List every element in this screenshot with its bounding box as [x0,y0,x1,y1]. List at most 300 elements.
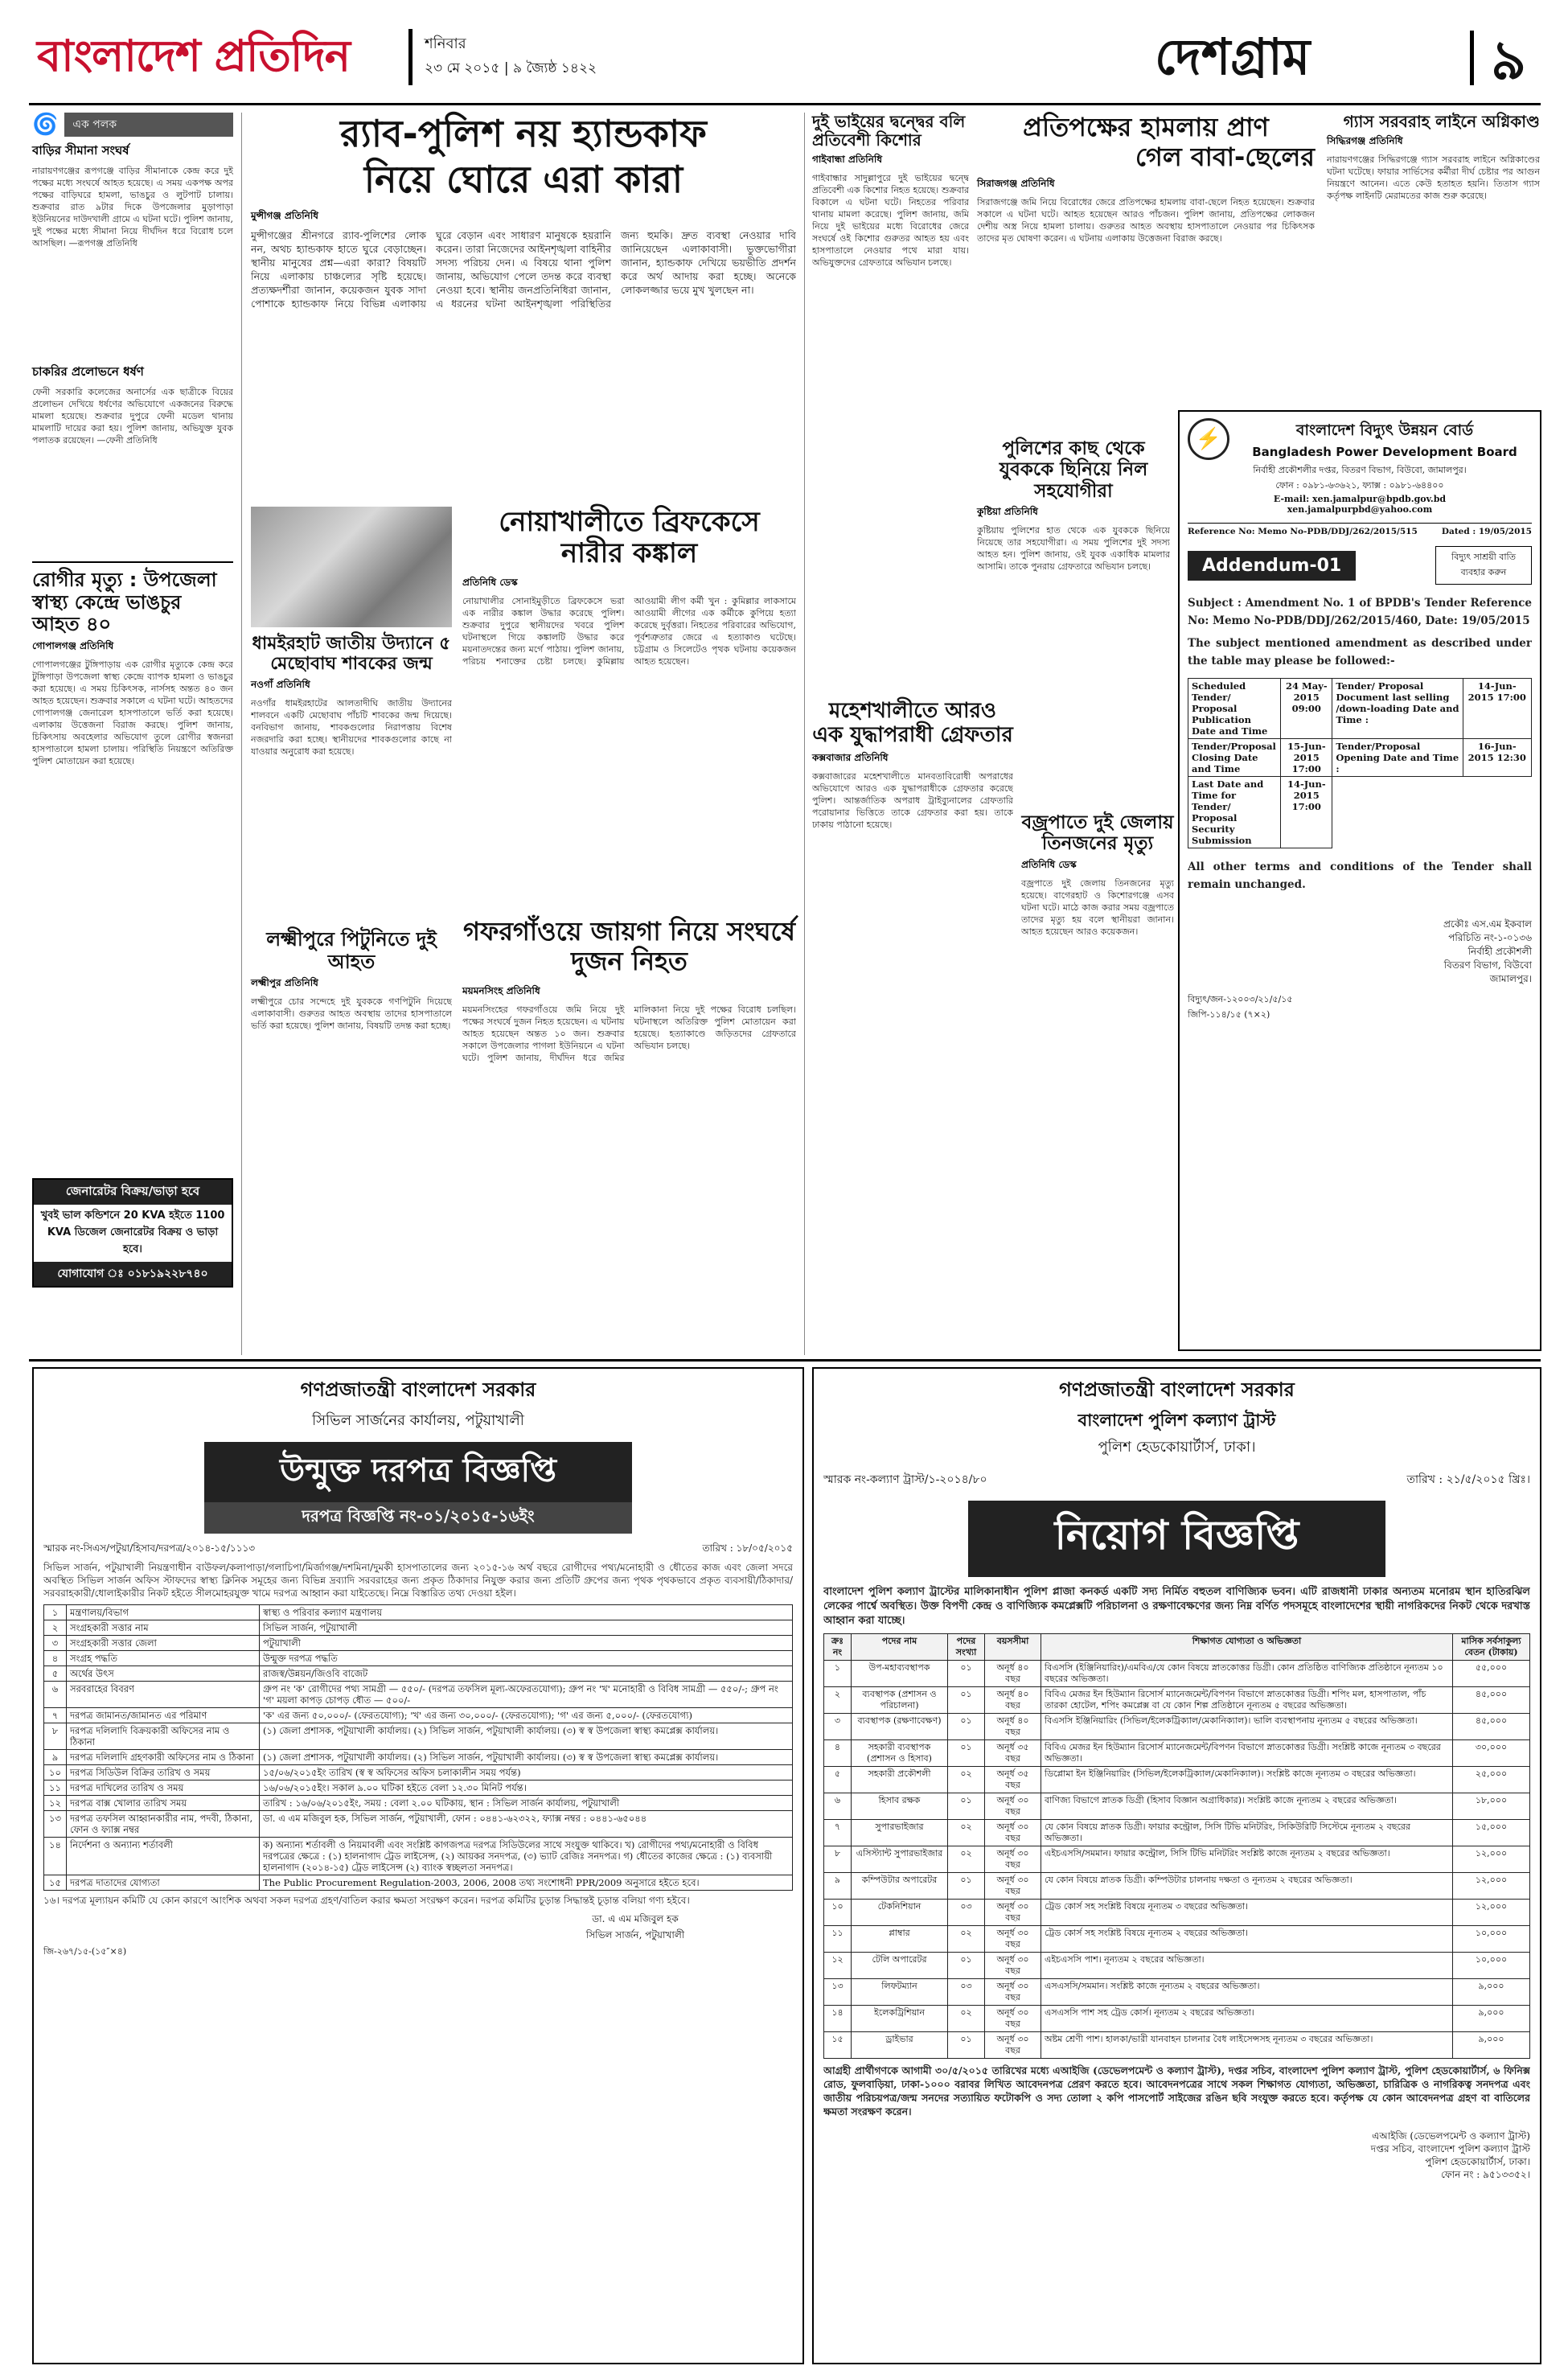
table-cell: ৫ [824,1767,852,1793]
table-cell: ২ [824,1687,852,1714]
attack-text: সিরাজগঞ্জে জমি নিয়ে বিরোধের জেরে প্রতিপক্ষের হামলায় বাবা-ছেলে নিহত হয়েছেন। শুক্রবার সকালে এ ঘটনা ঘটে। আহত হয়েছেন আরও পাঁচজন। পুলিশ জানায়, প্রতিপক্ষের লোকজন দেশীয় অস্ত্র নিয়ে হামলা চালায়। গুরুতর আহত অবস্থায় হাসপাতালে নেওয়ার পর চিকিৎসক তাদের মৃত ঘোষণা করেন। এ ঘটনায় এলাকায় উত্তেজনা বিরাজ করছে। [977,196,1315,244]
table-cell: ১ [44,1605,67,1620]
table-cell: ড্রাইভার [852,2032,948,2059]
lightning-headline: বজ্রপাতে দুই জেলায় তিনজনের মৃত্যু [1021,812,1174,855]
signer-name: প্রকৌঃ এস.এম ইকবাল [1443,918,1532,930]
table-row [1188,679,1532,739]
table-cell: স্বাস্থ্য ও পরিবার কল্যাণ মন্ত্রণালয় [260,1605,793,1620]
table-cell: ০১ [948,2032,985,2059]
cell: Last Date and Time for Tender/ Proposal Security Submission [1188,777,1281,848]
cell [1332,777,1463,848]
table-cell: ১০ [824,1900,852,1926]
cell: Tender/Proposal Closing Date and Time [1188,739,1281,777]
bpdb-email-1: E-mail: xen.jamalpur@bpdb.gov.bd [1273,494,1447,504]
table-cell: ডা. এ এম মজিবুল হক, সিভিল সার্জন, পটুয়াখালী, ফোন : ০৪৪১-৬২৩২২, ফ্যাক্স নম্বর : ০৪৪১-৬৫০৪৪ [260,1811,793,1838]
table-cell: ৬ [824,1793,852,1820]
table-cell: ৫ [44,1666,67,1682]
lightning-byline: প্রতিনিধি ডেস্ক [1021,858,1077,870]
table-cell: প্লাম্বার [852,1926,948,1953]
civil-sub: দরপত্র বিজ্ঞপ্তি নং-০১/২০১৫-১৬ইং [204,1502,632,1534]
table-cell: অনূর্ধ ৩০ বছর [985,2032,1041,2059]
table-row [44,1765,793,1780]
table-cell: ১৩ [824,1979,852,2006]
bpdb-phone: ফোন : ০৯৮১-৬৩৬২১, ফ্যাক্স : ০৯৮১-৬৪৪০০ [1275,480,1444,491]
table-cell: ২ [44,1620,67,1636]
table-cell: এসএসসি পাশ সহ ট্রেড কোর্স। নূন্যতম ২ বছরের অভিজ্ঞতা। [1041,2006,1453,2032]
table-cell: সংগ্রহ পদ্ধতি [67,1651,260,1666]
civil-title: উন্মুক্ত দরপত্র বিজ্ঞপ্তি [204,1442,632,1502]
bpdb-signature [1188,918,1532,986]
table-cell: অনূর্ধ ৩০ বছর [985,1873,1041,1900]
table-cell: এসিস্ট্যান্ট সুপারভাইজার [852,1846,948,1873]
police-title: নিয়োগ বিজ্ঞপ্তি [968,1501,1385,1577]
gafargaon-story [462,917,796,1351]
cell: Scheduled Tender/ Proposal Publication Date and Time [1188,679,1281,739]
custody-story [977,438,1170,808]
table-cell: ০২ [948,1926,985,1953]
gas-headline: গ্যাস সরবরাহ লাইনে অগ্নিকাণ্ড [1343,112,1540,131]
table-cell: ৪৫,০০০ [1453,1687,1530,1714]
table-cell: অষ্টম শ্রেণী পাশ। হালকা/ভারী যানবাহন চালনার বৈধ লাইসেন্সসহ নূন্যতম ৩ বছরের অভিজ্ঞতা। [1041,2032,1453,2059]
noakhali-text: নোয়াখালীর সোনাইমুড়ীতে ব্রিফকেসে ভরা এক নারীর কঙ্কাল উদ্ধার করেছে পুলিশ। শুক্রবার দুপুরে স্থানীয়দের খবরে পুলিশ ঘটনাস্থলে গিয়ে কঙ্কালটি উদ্ধার করে ময়নাতদন্তের জন্য মর্গে পাঠায়। পুলিশ জানায়, পরিচয় শনাক্তের চেষ্টা চলছে। কুমিল্লায় আওয়ামী লীগ কর্মী খুন : কুমিল্লার লাকসামে আওয়ামী লীগের এক কর্মীকে কুপিয়ে হত্যা করেছে দুর্বৃত্তরা। নিহতের পরিবারের অভিযোগ, পূর্বশত্রুতার জেরে এ হত্যাকাণ্ড ঘটেছে। চট্টগ্রাম ও সিলেটেও পৃথক ঘটনায় কয়েকজন আহত হয়েছেন। [462,596,796,667]
gas-byline: সিদ্ধিরগঞ্জ প্রতিনিধি [1327,135,1403,146]
bpdb-subject: Subject : Amendment No. 1 of BPDB's Tender Reference No: Memo No-PDB/DDJ/262/2015/460, Date: 19/05/2015 [1188,597,1532,627]
section-rule [29,1359,1541,1362]
table-row [824,1873,1530,1900]
table-cell: ৭ [824,1820,852,1846]
table-cell: অনূর্ধ ৩০ বছর [985,1953,1041,1979]
brothers-text: গাইবান্ধার সাদুল্লাপুরে দুই ভাইয়ের দ্বন্দ্বে প্রতিবেশী এক কিশোর নিহত হয়েছে। শুক্রবার বিকালে এ ঘটনা ঘটে। নিহতের পরিবার থানায় মামলা করেছে। পুলিশ জানায়, জমি নিয়ে দুই ভাইয়ের মধ্যে বিরোধের জেরে সংঘর্ষে ওই কিশোর গুরুতর আহত হয় এবং হাসপাতালে নেওয়ার পথে মারা যায়। অভিযুক্তদের গ্রেফতারে অভিযান চলছে। [812,173,969,268]
cell: 16-Jun-2015 12:30 [1463,739,1531,777]
war-criminal-headline: মহেশখালীতে আরও এক যুদ্ধাপরাধী গ্রেফতার [812,699,1013,747]
table-cell: মন্ত্রণালয়/বিভাগ [67,1605,260,1620]
table-header: পদের সংখ্যা [948,1634,985,1661]
civil-signature [478,1912,793,1945]
lightning-text: বজ্রপাতে দুই জেলায় তিনজনের মৃত্যু হয়েছে। বাগেরহাট ও কিশোরগঞ্জে এসব ঘটনা ঘটে। মাঠে কাজ করার সময় বজ্রপাতে তাদের মৃত্যু হয় বলে স্থানীয়রা জানান। আহত হয়েছেন আরও কয়েকজন। [1021,877,1174,937]
table-cell: (১) জেলা প্রশাসক, পটুয়াখালী কার্যালয়। (২) সিভিল সার্জন, পটুয়াখালী কার্যালয়। (৩) স্ব স্ব উপজেলা স্বাস্থ্য কমপ্লেক্স কার্যালয়। [260,1723,793,1750]
table-cell: ৬ [44,1682,67,1708]
table-cell: অনূর্ধ ৩৫ বছর [985,1767,1041,1793]
table-row [44,1811,793,1838]
signer-title: নির্বাহী প্রকৌশলী [1467,946,1532,957]
noakhali-byline: প্রতিনিধি ডেস্ক [462,577,518,589]
table-row [824,1687,1530,1714]
brief-title: চাকরির প্রলোভনে ধর্ষণ [32,364,144,379]
table-cell: এইচএসসি/সমমান। ফায়ার কন্ট্রোল, সিসি টিভি মনিটরিং সংশ্লিষ্ট কাজে নূন্যতম ২ বছরের অভিজ্ঞতা। [1041,1846,1453,1873]
police-gov: গণপ্রজাতন্ত্রী বাংলাদেশ সরকার [1059,1378,1295,1401]
table-cell: ৪ [824,1740,852,1767]
police-table [823,1633,1530,2059]
addendum-label: Addendum-01 [1188,551,1356,581]
table-cell: সুপারভাইজার [852,1820,948,1846]
custody-headline: পুলিশের কাছ থেকে যুবককে ছিনিয়ে নিল সহযোগীরা [999,438,1148,502]
mecho-bagh-photo [251,507,452,627]
table-cell: অনূর্ধ ৪০ বছর [985,1714,1041,1740]
table-cell: দরপত্র জামানত/জামানত এর পরিমাণ [67,1708,260,1723]
table-cell: ট্রেড কোর্স সহ সংশ্লিষ্ট বিষয়ে নূন্যতম ২ বছরের অভিজ্ঞতা। [1041,1926,1453,1953]
cell: Tender/ Proposal Document last selling /down-loading Date and Time : [1332,679,1463,739]
table-cell: সহকারী প্রকৌশলী [852,1767,948,1793]
brothers-story [812,113,969,692]
table-cell: দরপত্র দাখিলের তারিখ ও সময় [67,1780,260,1796]
table-cell: অনূর্ধ ৩০ বছর [985,1900,1041,1926]
brief-item [32,142,233,358]
table-cell: ১৫,০০০ [1453,1820,1530,1846]
rab-byline: মুন্সীগঞ্জ প্রতিনিধি [251,209,318,221]
story-byline: গোপালগঞ্জ প্রতিনিধি [32,639,114,651]
civil-memo: স্মারক নং-সিএস/পটুয়া/হিসাব/দরপত্র/২০১৪-১৫/১১১৩ [43,1542,256,1554]
civil-office: সিভিল সার্জনের কার্যালয়, পটুয়াখালী [312,1412,524,1429]
column-rule [804,113,805,1355]
table-cell: ডিপ্লোমা ইন ইঞ্জিনিয়ারিং (সিভিল/ইলেকট্রিক্যাল/মেকানিক্যাল)। সংশ্লিষ্ট কাজে নূন্যতম ৩ বছরের অভিজ্ঞতা। [1041,1767,1453,1793]
cell: 24 May-2015 09:00 [1281,679,1332,739]
table-cell: অনূর্ধ ৪০ বছর [985,1687,1041,1714]
table-cell: দরপত্র বাক্স খোলার তারিখ সময় [67,1796,260,1811]
table-cell: অনূর্ধ ৩৫ বছর [985,1740,1041,1767]
table-row [824,2032,1530,2059]
ad-contact: যোগাযোগ ঃ ০১৮১৯২২৮৭৪০ [34,1262,232,1286]
bpdb-ref: Reference No: Memo No-PDB/DDJ/262/2015/515 [1188,527,1418,536]
gafargaon-text: ময়মনসিংহের গফরগাঁওয়ে জমি নিয়ে দুই পক্ষের সংঘর্ষে দুজন নিহত হয়েছেন। এ ঘটনায় আহত হয়েছেন অন্তত ১০ জন। শুক্রবার সকালে উপজেলার পাগলা ইউনিয়নে এ ঘটনা ঘটে। পুলিশ জানায়, দীর্ঘদিন ধরে জমির মালিকানা নিয়ে দুই পক্ষের বিরোধ চলছিল। ঘটনাস্থলে অতিরিক্ত পুলিশ মোতায়েন করা হয়েছে। হত্যাকাণ্ডে জড়িতদের গ্রেফতারে অভিযান চলছে। [462,1004,796,1063]
cell: 15-Jun-2015 17:00 [1281,739,1332,777]
civil-gov: গণপ্রজাতন্ত্রী বাংলাদেশ সরকার [300,1378,536,1401]
table-cell: উপ-মহাব্যবস্থাপক [852,1661,948,1687]
ad-title: জেনারেটর বিক্রয়/ভাড়া হবে [34,1180,232,1205]
bpdb-table [1188,678,1532,848]
table-cell: সরবরাহের বিবরণ [67,1682,260,1708]
table-cell: লিফটম্যান [852,1979,948,2006]
table-cell: ০১ [948,1953,985,1979]
table-row [44,1875,793,1891]
table-cell: ০১ [948,1661,985,1687]
table-cell: দরপত্র তফসিল আহ্বানকারীর নাম, পদবী, ঠিকানা, ফোন ও ফ্যাক্স নম্বর [67,1811,260,1838]
table-row [824,1926,1530,1953]
left-column [32,113,233,1355]
brief-text: ফেনী সরকারি কলেজের অনার্সের এক ছাত্রীকে বিয়ের প্রলোভন দেখিয়ে ধর্ষণের অভিযোগে একজনের বিরুদ্ধে মামলা হয়েছে। শুক্রবার দুপুরে ফেনী মডেল থানায় মামলাটি দায়ের করা হয়। পুলিশ জানায়, অভিযুক্ত যুবক পলাতক রয়েছেন। —ফেনী প্রতিনিধি [32,387,233,446]
table-row [44,1780,793,1796]
table-cell: 'ক' এর জন্য ৫০,০০০/- (ফেরতযোগ্য); 'খ' এর জন্য ৩০,০০০/- (ফেরতযোগ্য); 'গ' এর জন্য ৫,০০০/- (ফেরতযোগ্য) [260,1708,793,1723]
table-row [44,1796,793,1811]
bpdb-footer: All other terms and conditions of the Tender shall remain unchanged. [1188,860,1532,891]
table-row [1188,777,1532,848]
table-cell: ৩০,০০০ [1453,1740,1530,1767]
table-cell: ১১ [44,1780,67,1796]
table-cell: সিভিল সার্জন, পটুয়াখালী [260,1620,793,1636]
table-row [824,1953,1530,1979]
table-cell: সহকারী ব্যবস্থাপক (প্রশাসন ও হিসাব) [852,1740,948,1767]
gas-story [1327,113,1540,402]
table-cell: বিবিএ মেজর ইন হিউম্যান রিসোর্স ম্যানেজমেন্ট/বিপণন বিভাগে স্নাতকোত্তর ডিগ্রী। সংশ্লিষ্ট কাজে নূন্যতম ৩ বছরের অভিজ্ঞতা। [1041,1740,1453,1767]
table-cell: অনূর্ধ ৩০ বছর [985,1820,1041,1846]
deer-text: নওগাঁর ধামইরহাটের আলতাদীঘি জাতীয় উদ্যানের শালবনে একটি মেছোবাঘ পাঁচটি শাবকের জন্ম দিয়েছে। বনবিভাগ জানায়, শাবকগুলোর নিরাপত্তায় বিশেষ নজরদারি করা হচ্ছে। স্থানীয়দের শাবকগুলোর কাছে না যাওয়ার অনুরোধ করা হয়েছে। [251,697,452,757]
attack-headline-1: প্রতিপক্ষের হামলায় প্রাণ [1023,112,1269,142]
table-cell: ৩ [44,1636,67,1651]
table-cell: অনূর্ধ ৩০ বছর [985,1926,1041,1953]
section-title: দেশগ্রাম [1155,27,1311,86]
table-cell: ১০ [44,1765,67,1780]
story-text: গোপালগঞ্জের টুঙ্গিপাড়ায় এক রোগীর মৃত্যুকে কেন্দ্র করে টুঙ্গিপাড়া উপজেলা স্বাস্থ্য কেন্দ্রে ব্যাপক হামলা ও ভাঙচুর করা হয়েছে। এ সময় চিকিৎসক, নার্সসহ অন্তত ৪০ জন আহত হয়েছেন। শুক্রবার সকালে এ ঘটনা ঘটে। আহতদের গোপালগঞ্জ জেনারেল হাসপাতালে ভর্তি করা হয়েছে। এলাকায় উত্তেজনা বিরাজ করছে। পুলিশ জানায়, চিকিৎসায় অবহেলার অভিযোগ তুলে রোগীর স্বজনরা হাসপাতালে হামলা চালায়। পরিস্থিতি নিয়ন্ত্রণে অতিরিক্ত পুলিশ মোতায়েন করা হয়েছে। [32,659,233,766]
table-cell: ০২ [948,1820,985,1846]
table-cell: ৯,০০০ [1453,2006,1530,2032]
table-cell: ১২,০০০ [1453,1873,1530,1900]
table-cell: ট্রেড কোর্স সহ সংশ্লিষ্ট বিষয়ে নূন্যতম ৩ বছরের অভিজ্ঞতা। [1041,1900,1453,1926]
police-date: তারিখ : ২১/৫/২০১৫ খ্রিঃ। [1406,1473,1530,1486]
bpdb-mentioned: The subject mentioned amendment as described under the table may please be followed:- [1188,637,1532,667]
table-row [824,1661,1530,1687]
noakhali-headline: নোয়াখালীতে ব্রিফকেসে নারীর কঙ্কাল [499,506,760,570]
war-criminal-byline: কক্সবাজার প্রতিনিধি [812,751,889,763]
table-cell: পটুয়াখালী [260,1636,793,1651]
table-cell: ৯ [44,1750,67,1765]
table-cell: এইচএসসি পাশ। নূন্যতম ২ বছরের অভিজ্ঞতা। [1041,1953,1453,1979]
table-cell: ০১ [948,1740,985,1767]
table-cell: ১৪ [44,1838,67,1875]
table-header: ক্রঃ নং [824,1634,852,1661]
noakhali-story [462,507,796,909]
police-intro: বাংলাদেশ পুলিশ কল্যাণ ট্রাস্টের মালিকানাধীন পুলিশ প্লাজা কনকর্ড একটি সদ্য নির্মিত বহুতল বাণিজ্যিক ভবন। এটি রাজধানী ঢাকার অন্যতম মনোরম স্থান হাতিরঝিল লেকের পার্শ্বে অবস্থিত। উক্ত বিপণী কেন্দ্র ও বাণিজ্যিক কমপ্লেক্সটি পরিচালনা ও রক্ষণাবেক্ষণের জন্য নিম্ন বর্ণিত পদসমূহে বাংলাদেশের স্থায়ী নাগরিকদের নিকট থেকে দরখাস্ত আহ্বান করা যাচ্ছে। [823,1586,1530,1627]
table-cell: ১৮,০০০ [1453,1793,1530,1820]
energy-slogan: বিদ্যুৎ সাশ্রয়ী বাতি ব্যবহার করুন [1435,546,1532,585]
table-cell: ইলেকট্রিশিয়ান [852,2006,948,2032]
table-row [44,1666,793,1682]
table-cell: ৯,০০০ [1453,2032,1530,2059]
table-cell: ০২ [948,1767,985,1793]
signer-place: জামালপুর। [1489,973,1532,984]
table-cell: দরপত্র দলিলাদি গ্রহণকারী অফিসের নাম ও ঠিকানা [67,1750,260,1765]
bpdb-logo-icon: ⚡ [1188,418,1229,460]
gafargaon-headline: গফরগাঁওয়ে জায়গা নিয়ে সংঘর্ষে দুজন নিহত [462,916,796,976]
table-cell: ১২ [824,1953,852,1979]
table-cell: সংগ্রহকারী সত্তার নাম [67,1620,260,1636]
table-header: বয়সসীমা [985,1634,1041,1661]
table-cell: ১২,০০০ [1453,1900,1530,1926]
table-cell: হিসাব রক্ষক [852,1793,948,1820]
table-row [824,1714,1530,1740]
table-cell: ২৫,০০০ [1453,1767,1530,1793]
table-cell: টেলি অপারেটর [852,1953,948,1979]
table-cell: The Public Procurement Regulation-2003, 2006, 2008 তথ্য সংশোধনী PPR/2009 অনুসারে হইতে হবে। [260,1875,793,1891]
table-cell: দরপত্র দলিলাদি বিক্রয়কারী অফিসের নাম ও ঠিকানা [67,1723,260,1750]
brief-title: বাড়ির সীমানা সংঘর্ষ [32,143,129,158]
table-cell: ১০,০০০ [1453,1926,1530,1953]
table-cell: ১২ [44,1796,67,1811]
deer-caption: ধামইরহাট জাতীয় উদ্যানে ৫ মেছোবাঘ শাবকের জন্ম [252,634,451,675]
cell [1463,777,1531,848]
bpdb-tender-ad [1178,410,1541,1351]
table-cell: কম্পিউটার অপারেটর [852,1873,948,1900]
gas-text: নারায়ণগঞ্জের সিদ্ধিরগঞ্জে গ্যাস সরবরাহ লাইনে অগ্নিকাণ্ডের ঘটনা ঘটেছে। ফায়ার সার্ভিসের কর্মীরা দীর্ঘ চেষ্টার পর আগুন নিয়ন্ত্রণে আনেন। এতে কেউ হতাহত হয়নি। তিতাস গ্যাস কর্তৃপক্ষ লাইনটি মেরামতের কাজ শুরু করেছে। [1327,154,1540,201]
table-cell: নির্দেশনা ও অন্যান্য শর্তাবলী [67,1838,260,1875]
table-cell: অনূর্ধ ৩০ বছর [985,1793,1041,1820]
table-header: পদের নাম [852,1634,948,1661]
brothers-byline: গাইবান্ধা প্রতিনিধি [812,154,883,165]
rab-headline-1: র‌্যাব-পুলিশ নয় হ্যান্ডকাফ [340,112,707,155]
table-row [44,1620,793,1636]
newspaper-logo: বাংলাদেশ প্রতিদিন [37,31,350,81]
civil-date: তারিখ : ১৮/০৫/২০১৫ [702,1542,793,1554]
signer-title: সিভিল সার্জন, পটুয়াখালী [585,1929,685,1941]
ek-polok-tag [32,113,233,137]
table-header: মাসিক সর্বসাকুল্য বেতন (টাকায়) [1453,1634,1530,1661]
civil-intro: সিভিল সার্জন, পটুয়াখালী নিয়ন্ত্রণাধীন বাউফল/কলাপাড়া/গলাচিপা/মির্জাগঞ্জ/দশমিনা/দুমকী হাসপাতালের জন্য ২০১৫-১৬ অর্থ বছরে রোগীদের পথ্য/মনোহারী ও ধৌতের কাজ এবং জেলা সদরে অবস্থিত সিভিল সার্জন অফিস স্টাফদের স্বাস্থ্য ক্লিনিক সমূহের জন্য বিভিন্ন দ্রব্যাদি সরবরাহের জন্য প্রকৃত ঠিকাদার নিযুক্ত করার জন্য প্রতিটি গ্রুপের জন্য পৃথক পৃথকভাবে প্রকৃত ব্যবসায়ী/ঠিকাদার/সরবরাহকারী/ধোলাইকারীর নিকট হইতে সীলমোহরযুক্ত খামে দরপত্র আহ্বান করা যাইতেছে। নিম্নে বিস্তারিত তথ্য দেওয়া হইল। [43,1562,793,1599]
table-row [1188,739,1532,777]
table-cell: তারিখ : ১৬/০৬/২০১৫ইং, সময় : বেলা ২.০০ ঘটিকায়, স্থান : সিভিল সার্জন কার্যালয়, পটুয়াখালী [260,1796,793,1811]
table-cell: ১৫ [824,2032,852,2059]
table-cell: যে কোন বিষয়ে স্নাতক ডিগ্রী। ফায়ার কন্ট্রোল, সিসি টিভি মনিটরিং, সিকিউরিটি সিস্টেমে নূন্যতম ২ বছরের অভিজ্ঞতা। [1041,1820,1453,1846]
table-cell: অনূর্ধ ৩০ বছর [985,2006,1041,2032]
masthead-rule [29,103,1541,105]
police-memo: স্মারক নং-কল্যাণ ট্রাস্ট/১-২০১৪/৮০ [823,1473,987,1486]
table-cell: এসএসসি/সমমান। সংশ্লিষ্ট কাজে নূন্যতম ২ বছরের অভিজ্ঞতা। [1041,1979,1453,2006]
deer-story [251,507,452,925]
table-row [44,1636,793,1651]
table-cell: ০৩ [948,1900,985,1926]
column-rule [241,113,242,1355]
table-cell: ১৫ [44,1875,67,1891]
lakshmipur-story [251,929,452,1347]
table-cell: ১০,০০০ [1453,1953,1530,1979]
table-cell: ১২,০০০ [1453,1846,1530,1873]
table-row [824,1979,1530,2006]
signer-office: বিতরণ বিভাগ, বিউবো [1443,959,1532,971]
brief-item [32,363,233,555]
table-header: শিক্ষাগত যোগ্যতা ও অভিজ্ঞতা [1041,1634,1453,1661]
table-cell: ৭ [44,1708,67,1723]
table-cell: ১৩ [44,1811,67,1838]
attack-byline: সিরাজগঞ্জ প্রতিনিধি [977,177,1055,189]
bpdb-email-2: xen.jamalpurpbd@yahoo.com [1287,504,1433,515]
table-cell: ০১ [948,1793,985,1820]
lightning-story [1021,812,1174,1351]
brothers-headline: দুই ভাইয়ের দ্বন্দ্বের বলি প্রতিবেশী কিশোর [812,112,966,150]
cell: 14-Jun-2015 17:00 [1281,777,1332,848]
table-cell: যে কোন বিষয়ে স্নাতক ডিগ্রী। কম্পিউটার চালনায় দক্ষতা ও নূন্যতম ২ বছরের অভিজ্ঞতা। [1041,1873,1453,1900]
page-number: ৯ [1491,29,1527,92]
table-cell: ১৫/০৬/২০১৫ইং তারিখ (স্ব স্ব অফিসের অফিস চলাকালীন সময় পর্যন্ত) [260,1765,793,1780]
table-row [44,1750,793,1765]
table-cell: দরপত্র দাতাদের যোগ্যতা [67,1875,260,1891]
cell: Tender/Proposal Opening Date and Time : [1332,739,1463,777]
civil-note: ১৬। দরপত্র মূল্যায়ন কমিটি যে কোন কারণে আংশিক অথবা সকল দরপত্র গ্রহণ/বাতিল করার ক্ষমতা সংরক্ষণ করেন। দরপত্র কমিটির চূড়ান্ত সিদ্ধান্তই চূড়ান্ত বলিয়া গণ্য হইবে। [43,1895,690,1906]
table-cell: ০২ [948,2006,985,2032]
rab-headline-2: নিয়ে ঘোরে এরা কারা [363,157,683,201]
custody-text: কুষ্টিয়ায় পুলিশের হাত থেকে এক যুবককে ছিনিয়ে নিয়েছে তার সহযোগীরা। এ সময় পুলিশের দুই সদস্য আহত হন। পুলিশ জানায়, ওই যুবক একাধিক মামলার আসামি। তাকে পুনরায় গ্রেফতারে অভিযান চলছে। [977,525,1170,573]
table-row [824,1900,1530,1926]
table-cell: ০১ [948,1714,985,1740]
police-signature [823,2130,1530,2181]
signer-title: এআইজি (ডেভেলপমেন্ট ও কল্যাণ ট্রাস্ট) [1372,2130,1530,2142]
police-footer: আগ্রহী প্রার্থীগণকে আগামী ৩০/৫/২০১৫ তারিখের মধ্যে এআইজি (ডেভেলপমেন্ট ও কল্যাণ ট্রাস্ট), দপ্তর সচিব, বাংলাদেশ পুলিশ কল্যাণ ট্রাস্ট, পুলিশ হেডকোয়ার্টার্স, ৬ ফিনিক্স রোড, ফুলবাড়িয়া, ঢাকা-১০০০ বরাবর লিখিত আবেদনপত্র প্রেরণ করতে হবে। আবেদনপত্রের সাথে সকল শিক্ষাগত যোগ্যতা, অভিজ্ঞতা, চারিত্রিক ও নাগরিকত্ব সনদপত্র এবং জাতীয় পরিচয়পত্র/জন্ম সনদের সত্যায়িত ফটোকপি ও সদ্য তোলা ২ কপি পাসপোর্ট সাইজের রঙিন ছবি সংযুক্ত করতে হবে। কর্তৃপক্ষ যে কোন আবেদনপত্র গ্রহণ বা বাতিলের ক্ষমতা সংরক্ষণ করেন। [823,2064,1530,2117]
section-divider [1470,31,1474,85]
table-cell: ০৩ [948,1979,985,2006]
bpdb-name-en: Bangladesh Power Development Board [1252,445,1517,459]
table-cell: ৯,০০০ [1453,1979,1530,2006]
table-cell: বিএসসি (ইঞ্জিনিয়ারিং)/এমবিএ/যে কোন বিষয়ে স্নাতকোত্তর ডিগ্রী। কোন প্রতিষ্ঠিত বাণিজ্যিক প্রতিষ্ঠানে নূন্যতম ১০ বছরের অভিজ্ঞতা। [1041,1661,1453,1687]
issue-date: ২৩ মে ২০১৫ | ৯ জ্যৈষ্ঠ ১৪২২ [425,60,597,76]
bpdb-dated: Dated : 19/05/2015 [1441,527,1532,536]
bpdb-code: বিদ্যুৎ/জন-১২০০৩/২১/৫/১৫ জিপি-১১৪/১৫ (৭×২) [1188,994,1293,1020]
ad-body: খুবই ভাল কন্ডিশনে 20 KVA হইতে 1100 KVA ডিজেল জেনারেটর বিক্রয় ও ভাড়া হবে। [40,1209,225,1255]
police-hq: পুলিশ হেডকোয়ার্টার্স, ঢাকা। [1098,1439,1256,1456]
table-cell: ব্যবস্থাপক (রক্ষণাবেক্ষণ) [852,1714,948,1740]
masthead-divider [408,29,413,85]
table-cell: ৯ [824,1873,852,1900]
table-cell: ১৪ [824,2006,852,2032]
table-cell: ৩ [824,1714,852,1740]
spiral-icon: 🌀 [32,113,59,137]
civil-code: জি-২৬৭/১৫-(১৫″×৪) [43,1946,127,1957]
table-cell: বাণিজ্য বিভাগে স্নাতক ডিগ্রী (হিসাব বিজ্ঞান অগ্রাধিকার)। সংশ্লিষ্ট কাজে নূন্যতম ২ বছরের অভিজ্ঞতা। [1041,1793,1453,1820]
generator-ad [32,1178,233,1288]
table-cell: ০১ [948,1687,985,1714]
signer-name: ডা. এ এম মজিবুল হক [592,1913,679,1924]
table-cell: উন্মুক্ত দরপত্র পদ্ধতি [260,1651,793,1666]
signer-office: দপ্তর সচিব, বাংলাদেশ পুলিশ কল্যাণ ট্রাস্ট [1370,2143,1530,2154]
table-cell: টেকনিশিয়ান [852,1900,948,1926]
war-criminal-text: কক্সবাজারের মহেশখালীতে মানবতাবিরোধী অপরাধের অভিযোগে আরও এক যুদ্ধাপরাধীকে গ্রেফতার করেছে পুলিশ। আন্তর্জাতিক অপরাধ ট্রাইব্যুনালের গ্রেফতারি পরোয়ানার ভিত্তিতে তাকে গ্রেফতার করা হয়। তাকে ঢাকায় পাঠানো হয়েছে। [812,770,1013,830]
police-trust: বাংলাদেশ পুলিশ কল্যাণ ট্রাস্ট [1077,1411,1276,1430]
table-header-row [824,1634,1530,1661]
table-row [44,1651,793,1666]
table-cell: অর্থের উৎস [67,1666,260,1682]
bpdb-name-bn: বাংলাদেশ বিদ্যুৎ উন্নয়ন বোর্ড [1295,421,1474,439]
signer-place: পুলিশ হেডকোয়ার্টার্স, ঢাকা। [1425,2156,1530,2167]
civil-table [43,1604,793,1891]
table-cell: ৫৫,০০০ [1453,1661,1530,1687]
police-recruitment [812,1367,1541,2364]
table-row [44,1682,793,1708]
table-cell: দরপত্র সিডিউল বিক্রির তারিখ ও সময় [67,1765,260,1780]
table-cell: ৪৫,০০০ [1453,1714,1530,1740]
cell: 14-Jun-2015 17:00 [1463,679,1531,739]
deer-byline: নওগাঁ প্রতিনিধি [251,678,310,690]
table-cell: রাজস্ব/উন্নয়ন/জিওবি বাজেট [260,1666,793,1682]
divider [32,561,233,563]
table-row [44,1708,793,1723]
custody-byline: কুষ্টিয়া প্রতিনিধি [977,506,1038,518]
table-cell: অনূর্ধ ৩০ বছর [985,1846,1041,1873]
table-row [44,1723,793,1750]
lakshmipur-byline: লক্ষ্মীপুর প্রতিনিধি [251,977,318,989]
table-row [824,1846,1530,1873]
table-cell: (১) জেলা প্রশাসক, পটুয়াখালী কার্যালয়। (২) সিভিল সার্জন, পটুয়াখালী কার্যালয়। (৩) স্ব স্ব উপজেলা স্বাস্থ্য কমপ্লেক্স কার্যালয়। [260,1750,793,1765]
table-row [824,1740,1530,1767]
attack-headline-2: গেল বাবা-ছেলের [1135,141,1315,172]
rab-text: মুন্সীগঞ্জের শ্রীনগরে র‌্যাব-পুলিশের লোক নন, অথচ হ্যান্ডকাফ হাতে ঘুরে বেড়াচ্ছেন। স্থানীয় মানুষের প্রশ্ন—এরা কারা? বিষয়টি নিয়ে এলাকায় চাঞ্চল্যের সৃষ্টি হয়েছে। প্রত্যক্ষদর্শীরা জানান, কয়েকজন যুবক সাদা পোশাকে হ্যান্ডকাফ নিয়ে বিভিন্ন এলাকায় ঘুরে বেড়ান এবং সাধারণ মানুষকে হয়রানি করেন। তারা নিজেদের আইনশৃঙ্খলা বাহিনীর সদস্য পরিচয় দেন। এ বিষয়ে থানা পুলিশ জানায়, অভিযোগ পেলে তদন্ত করে ব্যবস্থা নেওয়া হবে। স্থানীয় জনপ্রতিনিধিরা জানান, এ ধরনের ঘটনা আইনশৃঙ্খলা পরিস্থিতির জন্য হুমকি। দ্রুত ব্যবস্থা নেওয়ার দাবি জানিয়েছেন এলাকাবাসী। ভুক্তভোগীরা জানান, হ্যান্ডকাফ দেখিয়ে ভয়ভীতি প্রদর্শন করে অর্থ আদায় করা হচ্ছে। অনেকে লোকলজ্জার ভয়ে মুখ খুলছেন না। [251,228,796,310]
table-row [824,1820,1530,1846]
table-cell: ০২ [948,1846,985,1873]
table-cell: ক) অন্যান্য শর্তাবলী ও নিয়মাবলী এবং সংশ্লিষ্ট কাগজপত্র দরপত্র সিডিউলের সাথে সংযুক্ত থাকিবে। খ) রোগীদের পথ্য/মনোহারী ও বিবিধ দরপত্রের ক্ষেত্রে : (১) হালনাগাদ ট্রেড লাইসেন্স, (২) আয়কর সনদপত্র, (৩) ভ্যাট রেজিঃ সনদপত্র। গ) ধৌতের কাজের ক্ষেত্রে : (১) ব্যবসায়ী হালনাগাদ (২০১৪-১৫) ট্রেড লাইসেন্স (২) ব্যাংক স্বচ্ছলতা সনদপত্র। [260,1838,793,1875]
table-cell: অনূর্ধ ৪০ বছর [985,1661,1041,1687]
lakshmipur-text: লক্ষ্মীপুরে চোর সন্দেহে দুই যুবককে গণপিটুনি দিয়েছে এলাকাবাসী। গুরুতর আহত অবস্থায় তাদের হাসপাতালে ভর্তি করা হয়েছে। পুলিশ জানায়, বিষয়টি তদন্ত করা হচ্ছে। [251,996,452,1032]
rab-story [251,113,796,499]
bpdb-office: নির্বাহী প্রকৌশলীর দপ্তর, বিতরণ বিভাগ, বিউবো, জামালপুর। [1253,465,1467,475]
table-cell: ১ [824,1661,852,1687]
gafargaon-byline: ময়মনসিংহ প্রতিনিধি [462,984,540,996]
table-cell: ১৬/০৬/২০১৫ইং। সকাল ৯.০০ ঘটিকা হইতে বেলা ১২.৩০ মিনিট পর্যন্ত। [260,1780,793,1796]
table-cell: ১১ [824,1926,852,1953]
table-cell: বিবিএ মেজর ইন হিউম্যান রিসোর্স ম্যানেজমেন্ট/বিপণন বিভাগে স্নাতকোত্তর ডিগ্রী। শপিং মল, হাসপাতাল, পাঁচ তারকা হোটেল, শপিং কমপ্লেক্স বা যে কোন শিল্প প্রতিষ্ঠানে নূন্যতম ৫ বছরের অভিজ্ঞতা। [1041,1687,1453,1714]
table-cell: ব্যবস্থাপক (প্রশাসন ও পরিচালনা) [852,1687,948,1714]
brief-text: নারায়ণগঞ্জের রূপগঞ্জে বাড়ির সীমানাকে কেন্দ্র করে দুই পক্ষের মধ্যে সংঘর্ষে আহত হয়েছে। এ সময় একপক্ষ অপর পক্ষের বাড়িঘরে হামলা, ভাঙচুর ও লুটপাট চালায়। শুক্রবার রাত ৯টার দিকে উপজেলার মুড়াপাড়া ইউনিয়নের দাউদখালী গ্রামে এ ঘটনা ঘটে। পুলিশ জানায়, দুই পক্ষের মধ্যে সীমানা নিয়ে দীর্ঘদিন ধরে বিরোধ চলে আসছিল। —রূপগঞ্জ প্রতিনিধি [32,166,233,248]
masthead [29,14,1541,105]
table-cell: অনূর্ধ ৩০ বছর [985,1979,1041,2006]
signer-phone: ফোন নং : ৯৫১৩৩৫২। [1441,2169,1530,2180]
table-row [824,2006,1530,2032]
table-row [824,1793,1530,1820]
table-cell: বিএসসি ইঞ্জিনিয়ারিং (সিভিল/ইলেকট্রিক্যাল/মেকানিক্যাল)। ভালি ব্যবস্থাপনায় নূন্যতম ৫ বছরের অভিজ্ঞতা। [1041,1714,1453,1740]
table-row [44,1605,793,1620]
